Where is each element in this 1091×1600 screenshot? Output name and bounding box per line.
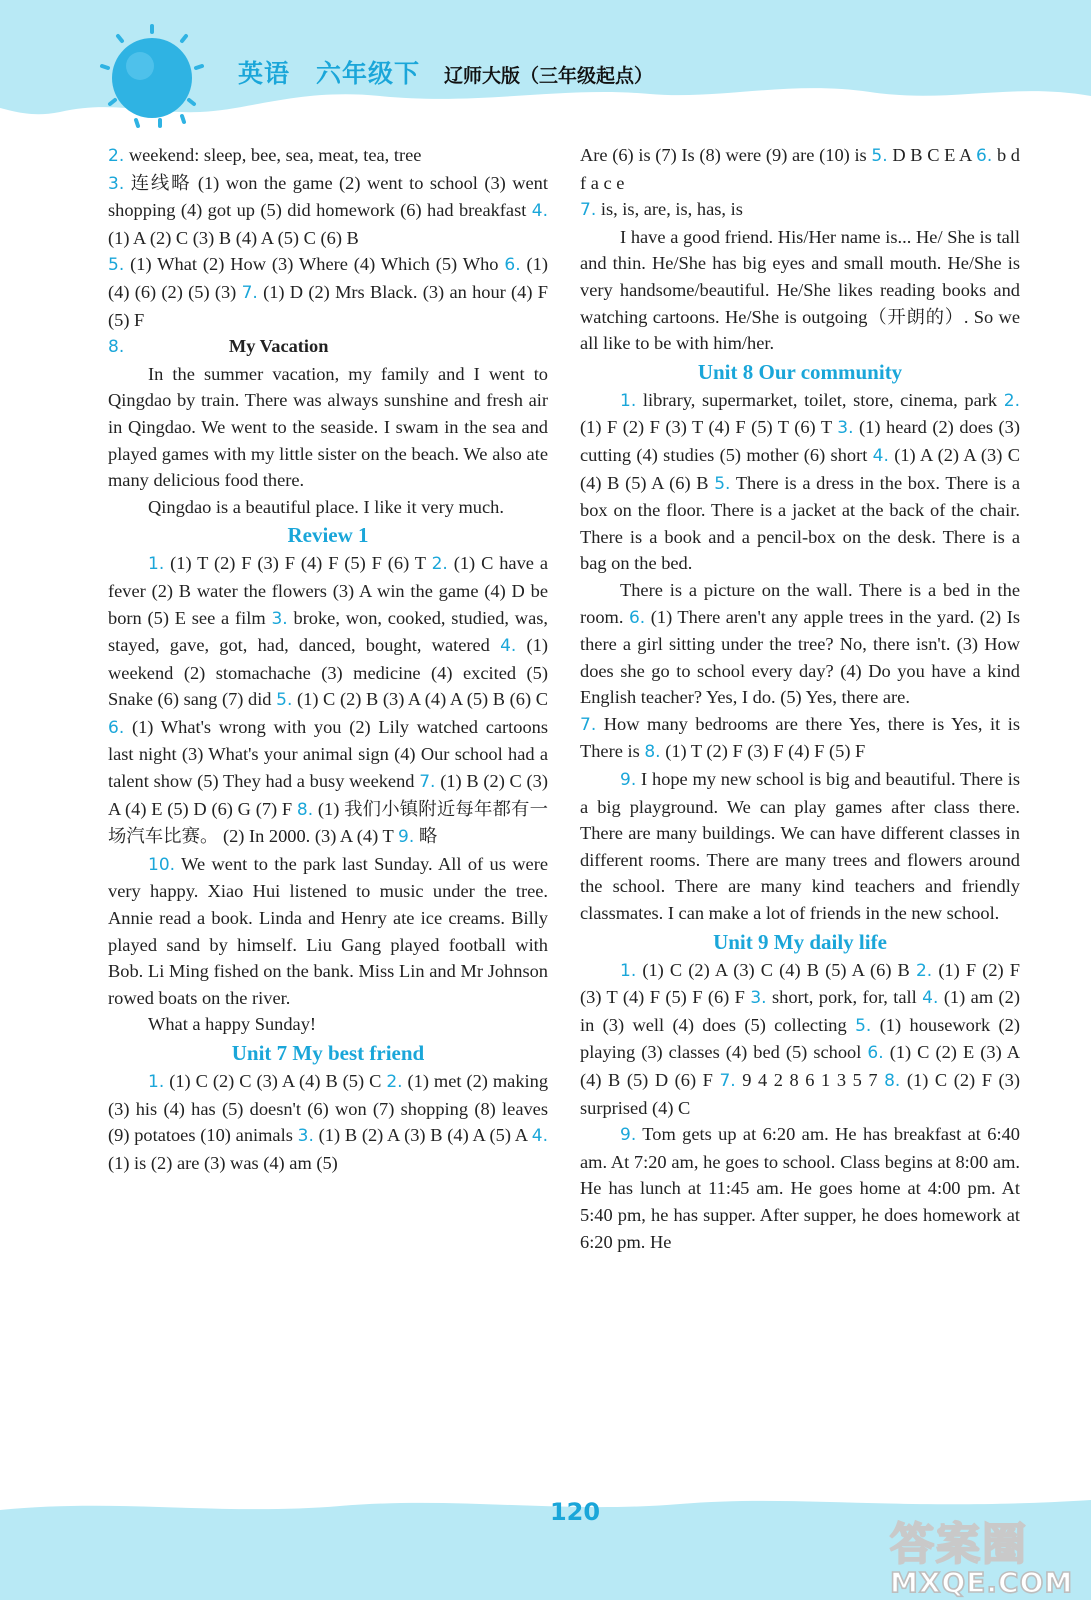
answer-line: 1. (1) T (2) F (3) F (4) F (5) F (6) T 2. (1) C have a fever (2) B water the flowers (3) A win the game (4) D be born (5) E see a film 3. broke, won, cooked, studied, was, stayed, gave, got, had, danced, bought, watered 4. (1) weekend (2) stomachache (3) medicine (4) excited (5) Snake (6) sang (7) did 5. (1) C (2) B (3) A (4) A (5) B (6) C 6. (1) What's wrong with you (2) Lily watched cartoons last night (3) What's your animal sign (4) Our school had a talent show (5) They had a busy weekend 7. (1) B (2) C (3) A (4) E (5) D (6) G (7) F 8. (1) 我们小镇附近每年都有一场汽车比赛。 (2) In 2000. (3) A (4) T 9. 略 [108, 553, 549, 848]
right-column [580, 142, 1020, 1255]
answer-line: 9. I hope my new school is big and beautiful. There is a big playground. We can play games after class there. There are many buildings. We can have different classes in different rooms. There are many trees and flowers around the school. There are many kind teachers and friendly classmates. I can make a lot of friends in the new school. [580, 769, 1020, 924]
essay-paragraph: Qingdao is a beautiful place. I like it very much. [148, 496, 504, 517]
answer-line: There is a picture on the wall. There is a bed in the room. 6. (1) There aren't any apple trees in the yard. (2) Is there a girl sitting under the tree? No, there isn't. (3) How does she go to school every day? (4) Do you have a kind English teacher? Yes, I do. (5) Yes, there are. [580, 579, 1021, 708]
section-title: Review 1 [287, 523, 369, 548]
essay-ending: What a happy Sunday! [148, 1014, 317, 1035]
essay-title: My Vacation [228, 336, 329, 357]
answer-line: 5. (1) What (2) How (3) Where (4) Which (5) Who 6. (1) (4) (6) (2) (5) (3) 7. (1) D (2) Mrs Black. (3) an hour (4) F (5) F [108, 254, 548, 330]
answer-line: 3. 连线略 (1) won the game (2) went to school (3) went shopping (4) got up (5) did homework (6) had breakfast 4. (1) A (2) C (3) B (4) A (5) C (6) B [108, 172, 548, 248]
answer-line: 1. library, supermarket, toilet, store, cinema, park 2. (1) F (2) F (3) T (4) F (5) T (6) T 3. (1) heard (2) does (3) cutting (4) studies (5) mother (6) short 4. (1) A (2) A (3) C (4) B (5) A (6) B 5. There is a dress in the box. There is a box on the floor. There is a jacket at the back of the chair. There is a book and a pencil-box on the desk. There is a bag on the bed. [580, 389, 1020, 574]
answer-line: Are (6) is (7) Is (8) were (9) are (10) is 5. D B C E A 6. b d f a c e [580, 145, 1021, 193]
answer-line: 8. My Vacation [108, 336, 329, 358]
section-title: Unit 8 Our community [697, 359, 903, 384]
grade-title: 六年级下 [316, 59, 421, 88]
answer-line: 7. is, is, are, is, has, is [580, 199, 743, 221]
answer-line: 2. weekend: sleep, bee, sea, meat, tea, tree [108, 145, 422, 166]
watermark [890, 1508, 1080, 1598]
answer-line: 10. We went to the park last Sunday. All of us were very happy. Xiao Hui listened to music under the tree. Annie read a book. Linda and Henry ate ice creams. Billy played sand by himself. Liu Gang played football with Bob. Li Ming fished on the bank. Miss Lin and Mr Johnson rowed boats on the river. [108, 853, 549, 1008]
section-title: Unit 9 My daily life [713, 929, 887, 954]
left-column [108, 142, 548, 1176]
section-title: Unit 7 My best friend [231, 1041, 425, 1065]
subject-title: 英语 [238, 59, 291, 88]
page-number: 120 [549, 1498, 601, 1526]
page-header [0, 0, 1091, 130]
answer-line: 1. (1) C (2) C (3) A (4) B (5) C 2. (1) met (2) making (3) his (4) has (5) doesn't (6) won (7) shopping (8) leaves (9) potatoes (10) animals 3. (1) B (2) A (3) B (4) A (5) A 4. (1) is (2) are (3) was (4) am (5) [108, 1071, 549, 1173]
watermark-url: MXQE.COM [890, 1566, 1074, 1599]
watermark-logo: 答案圈 [890, 1519, 1028, 1570]
essay-paragraph: I have a good friend. His/Her name is... He/ She is tall and thin. He/She has big eyes and small mouth. He/She is very handsome/beautiful. He/She likes reading books and watching cartoons. He/She is outgoing（开朗的）. So we all like to be with him/her. [580, 226, 1020, 354]
answer-line: 9. Tom gets up at 6:20 am. He has breakfast at 6:40 am. At 7:20 am, he goes to school. Class begins at 8:00 am. He has lunch at 11:45 am. He goes home at 4:00 pm. At 5:40 pm, he has supper. After supper, he does homework at 6:20 pm. He [580, 1124, 1021, 1252]
essay-paragraph: In the summer vacation, my family and I went to Qingdao by train. There was always sunshine and fresh air in Qingdao. We went to the seaside. I swam in the sea and played games with my little sister on the beach. We also ate many delicious food there. [108, 363, 548, 491]
edition-label: 辽师大版（三年级起点） [444, 65, 654, 87]
answer-line: 1. (1) C (2) A (3) C (4) B (5) A (6) B 2. (1) F (2) F (3) T (4) F (5) F (6) F 3. short, pork, for, tall 4. (1) am (2) in (3) well (4) does (5) collecting 5. (1) housework (2) playing (3) classes (4) bed (5) school 6. (1) C (2) E (3) A (4) B (5) D (6) F 7. 9 4 2 8 6 1 3 5 7 8. (1) C (2) F (3) surprised (4) C [580, 959, 1020, 1118]
answer-line: 7. How many bedrooms are there Yes, there is Yes, it is There is 8. (1) T (2) F (3) F (4) F (5) F [580, 713, 1020, 763]
